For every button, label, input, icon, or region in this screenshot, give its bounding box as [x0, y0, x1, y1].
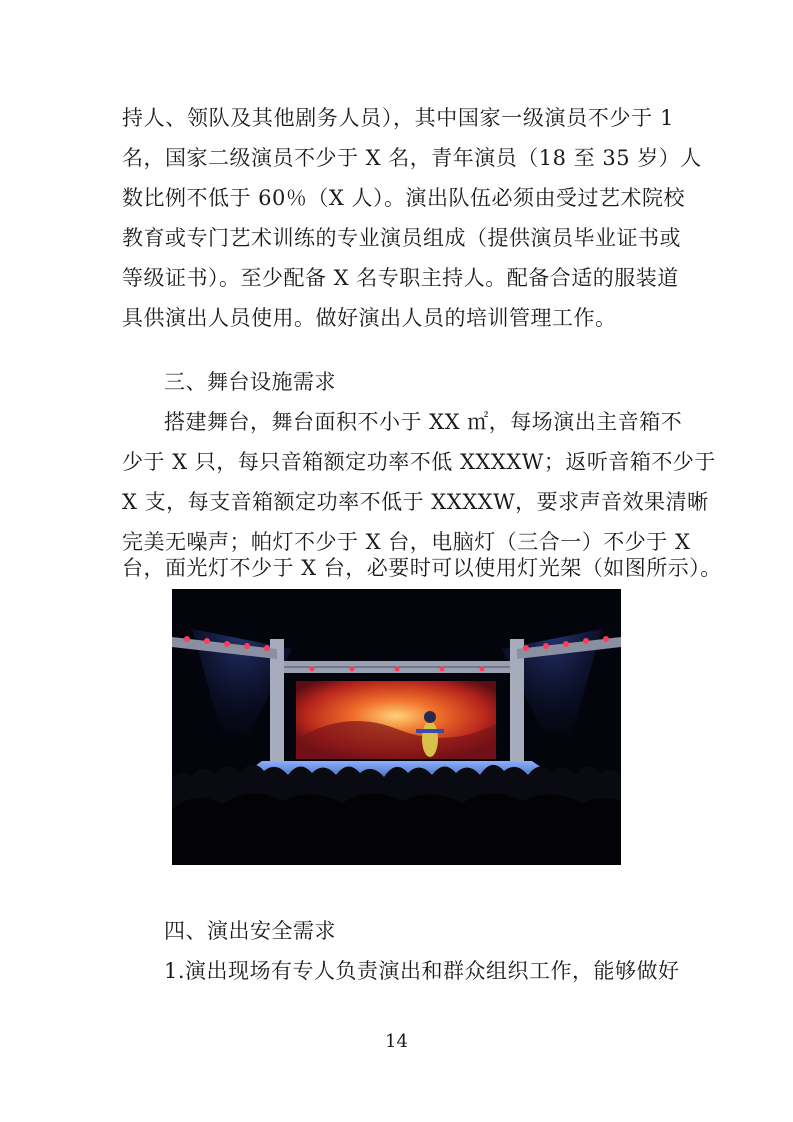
paragraph-2-line-3: X 支，每支音箱额定功率不低于 XXXXW，要求声音效果清晰	[122, 490, 709, 514]
stage-photo-illustration	[172, 589, 621, 865]
paragraph-1-line-5: 等级证书）。至少配备 X 名专职主持人。配备合适的服装道	[122, 266, 679, 290]
page-number: 14	[385, 1031, 408, 1052]
section-4-heading: 四、演出安全需求	[164, 919, 336, 943]
paragraph-1-line-3: 数比例不低于 60％（X 人）。演出队伍必须由受过艺术院校	[122, 186, 686, 210]
paragraph-1-line-6: 具供演出人员使用。做好演出人员的培训管理工作。	[122, 306, 617, 330]
paragraph-2-line-1: 搭建舞台，舞台面积不小于 XX ㎡，每场演出主音箱不	[164, 410, 683, 434]
paragraph-3-line-1: 1.演出现场有专人负责演出和群众组织工作，能够做好	[164, 959, 680, 983]
paragraph-1-line-1: 持人、领队及其他剧务人员），其中国家一级演员不少于 1	[122, 106, 674, 130]
stage-photo	[172, 589, 621, 865]
paragraph-2-line-2: 少于 X 只，每只音箱额定功率不低 XXXXW；返听音箱不少于	[122, 450, 716, 474]
section-3-heading: 三、舞台设施需求	[164, 370, 336, 394]
paragraph-1-line-2: 名，国家二级演员不少于 X 名，青年演员（18 至 35 岁）人	[122, 146, 702, 170]
paragraph-2-line-4: 完美无噪声；帕灯不少于 X 台，电脑灯（三合一）不少于 X	[122, 530, 691, 554]
paragraph-1-line-4: 教育或专门艺术训练的专业演员组成（提供演员毕业证书或	[122, 226, 681, 250]
paragraph-2-line-5: 台，面光灯不少于 X 台，必要时可以使用灯光架（如图所示）。	[122, 556, 722, 580]
